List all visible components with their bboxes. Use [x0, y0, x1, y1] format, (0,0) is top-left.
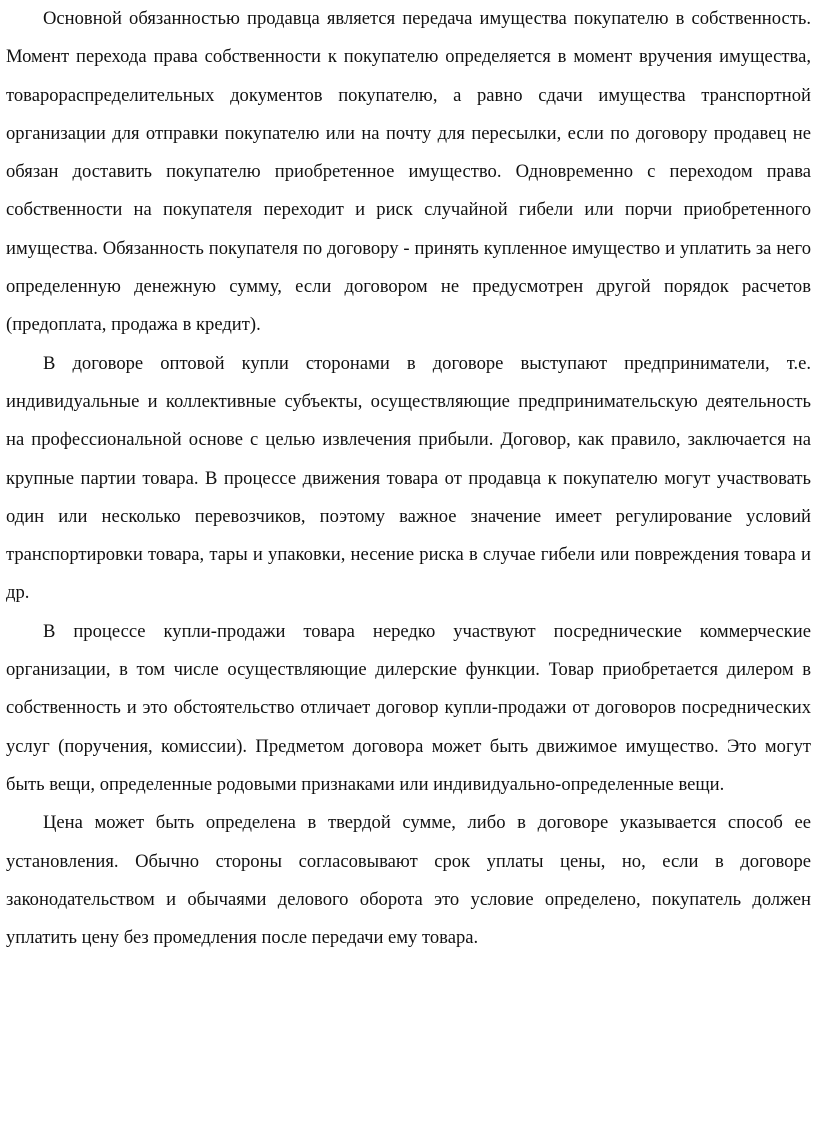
paragraph-wholesale-parties: В договоре оптовой купли сторонами в договоре выступают предприниматели, т.е. индивидуальные и коллективные субъекты, осуществляющие предпринимательскую деятельность на профессиональной основе с целью извлечения прибыли. Договор, как правило, заключается на крупные партии товара. В процессе движения товара от продавца к покупателю могут участвовать один или несколько перевозчиков, поэтому важное значение имеет регулирование условий транспортировки товара, тары и упаковки, несение риска в случае гибели или повреждения товара и др. — [6, 352, 811, 604]
paragraph-price: Цена может быть определена в твердой сумме, либо в договоре указывается способ ее установления. Обычно стороны согласовывают срок уплаты цены, но, если в договоре законодательством и обычаями делового оборота это условие определено, покупатель должен уплатить цену без промедления после передачи ему товара. — [6, 812, 811, 949]
paragraph-intermediaries: В процессе купли-продажи товара нередко участвуют посреднические коммерческие организации, в том числе осуществляющие дилерские функции. Товар приобретается дилером в собственность и это обстоятельство отличает договор купли-продажи от договоров посреднических услуг (поручения, комиссии). Предметом договора может быть движимое имущество. Это могут быть вещи, определенные родовыми признаками или индивидуально-определенные вещи. — [6, 620, 811, 795]
document-page — [6, 0, 811, 957]
paragraph-seller-obligations: Основной обязанностью продавца является передача имущества покупателю в собственность. Момент перехода права собственности к покупателю определяется в момент вручения имущества, товарораспределительных документов покупателю, а равно сдачи имущества транспортной организации для отправки покупателю или на почту для пересылки, если по договору продавец не обязан доставить покупателю приобретенное имущество. Одновременно с переходом права собственности на покупателя переходит и риск случайной гибели или порчи приобретенного имущества. Обязанность покупателя по договору - принять купленное имущество и уплатить за него определенную денежную сумму, если договором не предусмотрен другой порядок расчетов (предоплата, продажа в кредит). — [6, 8, 811, 336]
